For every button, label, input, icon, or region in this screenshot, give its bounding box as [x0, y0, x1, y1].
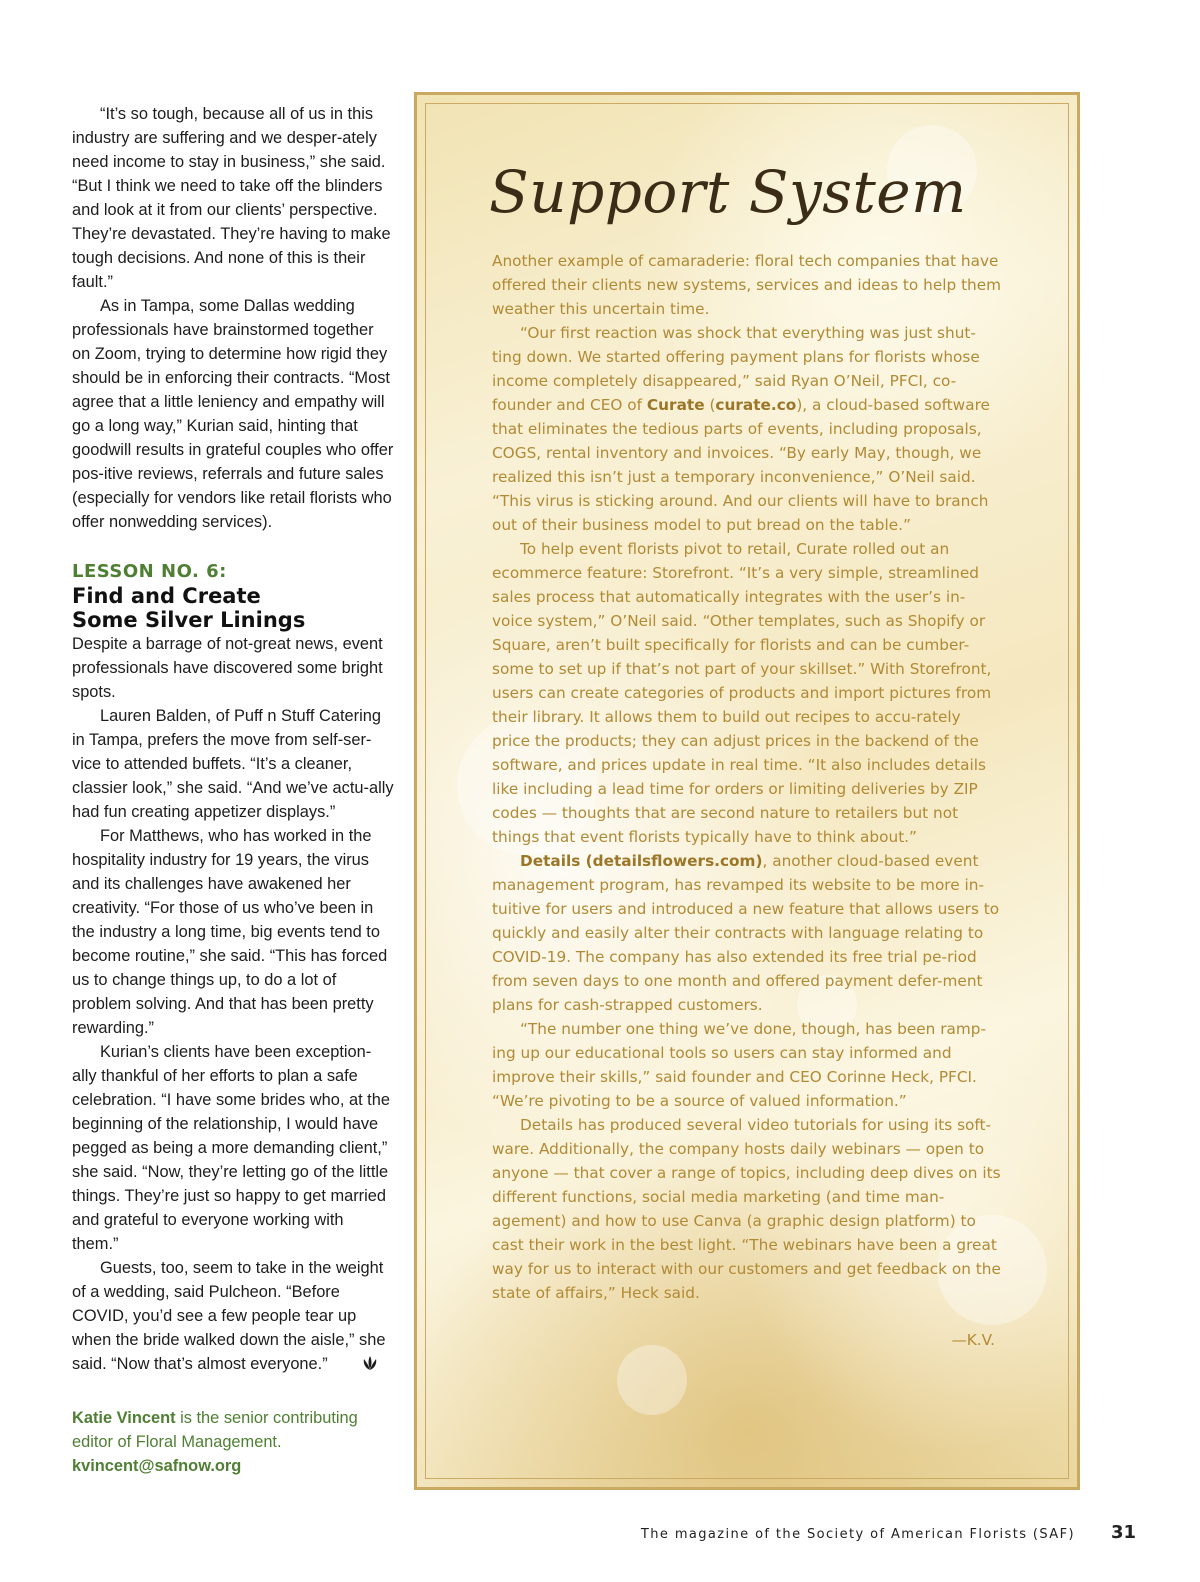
paragraph: For Matthews, who has worked in the hospitality industry for 19 years, the virus and its challenges have awakened her creativity. “For those of us who’ve been in the industry a long time, big events tend to become routine,” she said. “This has forced us to change things up, to do a lot of problem solving. And that has been pretty rewarding.” — [72, 827, 388, 1037]
sidebar-paragraph: Another example of camaraderie: floral tech companies that have offered their clients new systems, services and ideas to help them weather this uncertain time. — [492, 252, 1002, 318]
support-system-sidebar — [414, 92, 1080, 1490]
paragraph: Despite a barrage of not-great news, event professionals have discovered some bright spots. — [72, 635, 383, 701]
bokeh-decoration — [617, 1345, 687, 1415]
paragraph: “It’s so tough, because all of us in this industry are suffering and we desper-ately need income to stay in business,” she said. “But I think we need to take off the blinders and look at it from our clients’ perspective. They’re devastated. They’re having to make tough decisions. And none of this is their fault.” — [72, 105, 391, 291]
page-footer — [641, 1522, 1136, 1543]
lesson-kicker: LESSON NO. 6: — [72, 561, 227, 582]
text-run: ( — [704, 396, 716, 414]
sidebar-signoff: —K.V. — [951, 1331, 995, 1349]
lesson-heading: Find and Create — [72, 584, 261, 608]
paragraph-with-end-mark — [72, 1256, 394, 1376]
sidebar-paragraph: Details has produced several video tutorials for using its soft-ware. Additionally, the company hosts daily webinars — open to anyone — that cover a range of topics, including deep dives on its different functions, social media marketing (and time man-agement) and how to use Canva (a graphic design platform) to cast their work in the best light. “The webinars have been a great way for us to interact with our customers and get feedback on the state of affairs,” Heck said. — [492, 1116, 1001, 1302]
footer-text: The magazine of the Society of American Florists (SAF) — [640, 1527, 1075, 1542]
page-number: 31 — [1110, 1522, 1136, 1543]
sidebar-paragraph: To help event florists pivot to retail, Curate rolled out an ecommerce feature: Storefront. “It’s a very simple, streamlined sales process that automatically integrates with the user’s in-voice system,” O’Neil said. “Other templates, such as Shopify or Square, aren’t built specifically for florists and can be cumber-some to set up if that’s not part of your skillset.” With Storefront, users can create categories of products and import pictures from their library. It allows them to build out recipes to accu-rately price the products; they can adjust prices in the backend of the software, and prices update in real time. “It also includes details like including a lead time for orders or limiting deliveries by ZIP codes — thoughts that are second nature to retailers but not things that event florists typically have to think about.” — [492, 540, 992, 846]
text-run: ), a cloud-based software that eliminates the tedious parts of events, including proposals, COGS, rental inventory and invoices. “By early May, though, we realized this isn’t just a temporary inconvenience,” O’Neil said. “This virus is sticking around. And our clients will have to branch out of their business model to put bread on the table.” — [492, 396, 990, 534]
lesson-heading: Some Silver Linings — [72, 608, 306, 632]
company-name: Curate — [646, 396, 705, 414]
text-run: “Our first reaction was shock that everything was just shut-ting down. We started offering payment plans for florists whose income completely disappeared,” said Ryan O’Neil, PFCI, co-founder and CEO of — [492, 324, 980, 414]
sidebar-body — [492, 249, 1002, 1305]
author-description: is the senior contributing editor of Floral Management. — [72, 1409, 358, 1451]
sidebar-paragraph — [492, 321, 1002, 537]
sidebar-title: Support System — [489, 158, 967, 226]
company-name-url: Details (detailsflowers.com) — [520, 852, 763, 870]
sidebar-paragraph: “The number one thing we’ve done, though, has been ramp-ing up our educational tools so users can stay informed and improve their skills,” said founder and CEO Corinne Heck, PFCI. “We’re pivoting to be a source of valued information.” — [492, 1020, 987, 1110]
paragraph: Guests, too, seem to take in the weight of a wedding, said Pulcheon. “Before COVID, you’d see a few people tear up when the bride walked down the aisle,” she said. “Now that’s almost everyone.” — [72, 1259, 386, 1373]
author-name: Katie Vincent — [72, 1409, 176, 1427]
sidebar-paragraph — [492, 849, 1002, 1017]
paragraph: As in Tampa, some Dallas wedding professionals have brainstormed together on Zoom, trying to determine how rigid they should be in enforcing their contracts. “Most agree that a little leniency and empathy will go a long way,” Kurian said, hinting that goodwill results in grateful couples who offer pos-itive reviews, referrals and future sales (especially for vendors like retail florists who offer nonwedding services). — [72, 297, 394, 531]
company-url: curate.co — [715, 396, 797, 414]
text-run: , another cloud-based event management program, has revamped its website to be more in-tuitive for users and introduced a new feature that allows users to quickly and easily alter their contracts with language relating to COVID-19. The company has also extended its free trial pe-riod from seven days to one month and offered payment defer-ment plans for cash-strapped customers. — [492, 852, 1000, 1014]
author-email-link[interactable]: kvincent@safnow.org — [72, 1457, 242, 1475]
author-bio — [72, 1406, 394, 1478]
paragraph: Lauren Balden, of Puff n Stuff Catering in Tampa, prefers the move from self-ser-vice to attended buffets. “It’s a cleaner, classier look,” she said. “And we’ve actu-ally had fun creating appetizer displays.” — [72, 707, 394, 821]
saf-flower-logo-icon — [334, 1354, 350, 1370]
left-column — [72, 102, 394, 1478]
lesson-heading-block — [72, 560, 394, 632]
paragraph: Kurian’s clients have been exception-ally thankful of her efforts to plan a safe celebration. “I have some brides who, at the beginning of the relationship, I would have pegged as being a more demanding client,” she said. “Now, they’re letting go of the little things. They’re just so happy to get married and grateful to everyone working with them.” — [72, 1043, 390, 1253]
